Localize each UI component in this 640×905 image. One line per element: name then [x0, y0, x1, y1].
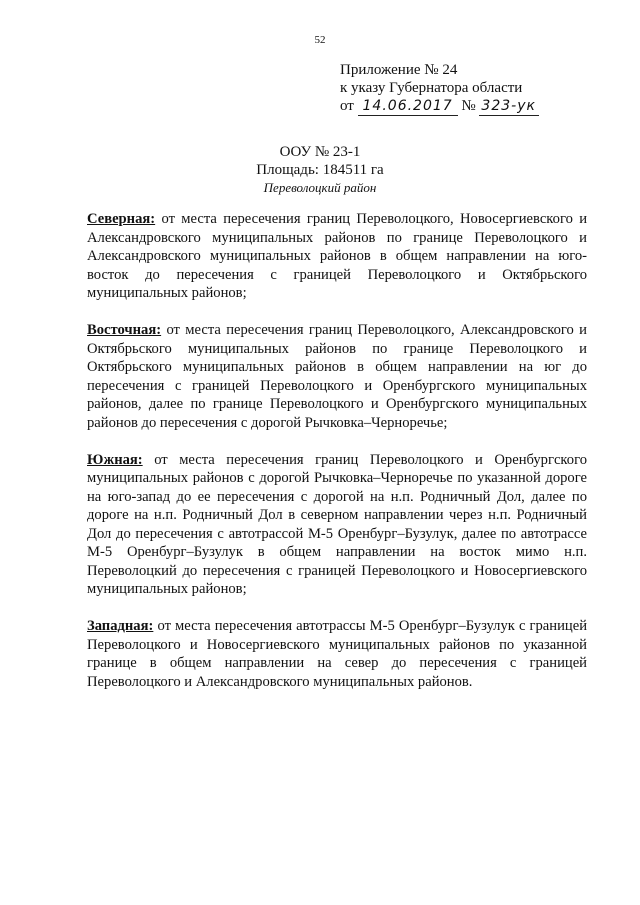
- section-north: [87, 210, 587, 303]
- section-west-text: от места пересечения автотрассы М-5 Оренбург–Бузулук с границей Переволоцкого и Новосергиевского муниципальных районов по указанной границе в общем направлении на север до пересечения с границей Переволоцкого и Александровского муниципальных районов.: [87, 618, 588, 690]
- section-east-text: от места пересечения границ Переволоцкого, Александровского и Октябрьского муниципальных районов по границе Переволоцкого и Октябрьского муниципальных районов в общем направлении на юг до пересечения с границей Переволоцкого и Оренбургского муниципальных районов, далее по границе Переволоцкого и Оренбургского муниципальных районов до пересечения с дорогой Рычковка–Черноречье;: [87, 322, 587, 431]
- section-south-text: от места пересечения границ Переволоцкого и Оренбургского муниципальных районов с дорогой Рычковка–Черноречье по указанной дороге на юго-запад до ее пересечения с дорогой на н.п. Родничный Дол, далее по дороге на н.п. Родничный Дол в северном направлении через н.п. Родничный Дол до пересечения с автотрассой М-5 Оренбург–Бузулук, далее по автотрассе М-5 Оренбург–Бузулук в общем направлении на восток мимо н.п. Переволоцкий до пересечения с границей Переволоцкого и Новосергиевского муниципальных районов;: [87, 451, 587, 597]
- page-number: 52: [314, 34, 326, 46]
- handwritten-date: 14.06.2017: [358, 97, 458, 116]
- section-north-direction: Северная:: [87, 211, 156, 227]
- document-header: [0, 143, 640, 197]
- number-label: №: [461, 98, 476, 114]
- appendix-decree: к указу Губернатора области: [340, 80, 523, 96]
- section-north-text: от места пересечения границ Переволоцкого, Новосергиевского и Александровского муниципальных районов по границе Переволоцкого и Александровского муниципальных районов в общем направлении на юго-восток до пересечения с границей Переволоцкого и Октябрьского муниципальных районов;: [87, 211, 587, 301]
- appendix-date-line: [340, 97, 539, 116]
- section-east-direction: Восточная:: [87, 322, 162, 338]
- district-name: Переволоцкий район: [263, 180, 377, 195]
- area-size: Площадь: 184511 га: [256, 162, 384, 178]
- appendix-title: Приложение № 24: [340, 62, 458, 78]
- area-code: ООУ № 23-1: [279, 144, 361, 160]
- section-south-direction: Южная:: [87, 451, 143, 468]
- section-west: [87, 617, 587, 691]
- boundary-sections: [87, 210, 587, 710]
- section-east: [87, 321, 587, 432]
- from-label: от: [340, 98, 354, 114]
- section-west-direction: Западная:: [87, 618, 154, 634]
- handwritten-number: 323-ук: [479, 97, 539, 116]
- section-south: [87, 451, 587, 599]
- appendix-block: [340, 61, 539, 116]
